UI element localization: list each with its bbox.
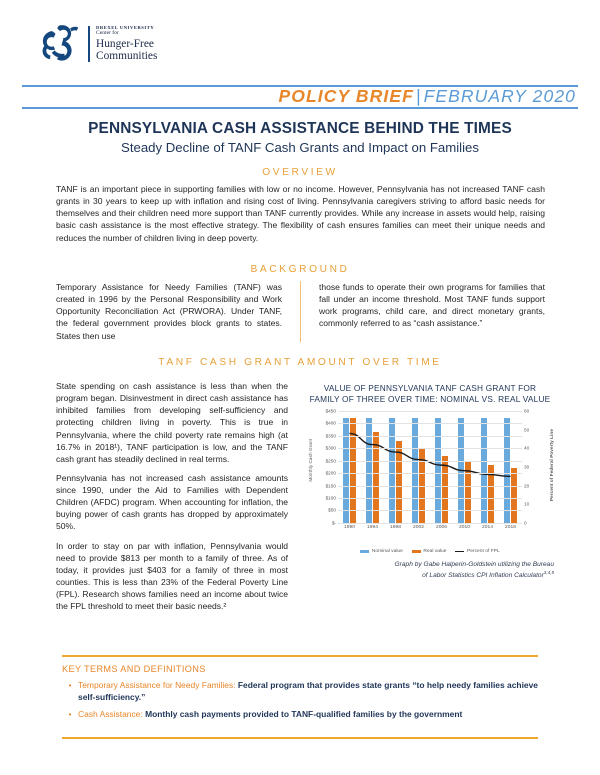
logo-university: DREXEL UNIVERSITY xyxy=(96,24,155,30)
logo-line-1: Hunger-Free xyxy=(96,37,154,50)
y-tick-label: $100 xyxy=(325,495,336,501)
chart-x-axis-ticks xyxy=(338,525,522,530)
page-title: PENNSYLVANIA CASH ASSISTANCE BEHIND THE TIMES xyxy=(88,120,512,137)
chart-legend xyxy=(306,549,554,554)
chart-plot-area xyxy=(308,408,554,543)
organization-logo xyxy=(38,22,157,66)
key-terms-heading: KEY TERMS AND DEFINITIONS xyxy=(62,664,206,674)
chart-y2-axis-ticks xyxy=(524,408,546,526)
chart-plot xyxy=(338,411,522,524)
gridline xyxy=(338,411,522,412)
grant-paragraph-2: Pennsylvania has not increased cash assistance amounts since 1990, under the Aid to Families with Dependent Children (AFDC) program. When accounting for inflation, the buying power of cash grants has dropped by approximately 50%. xyxy=(56,472,288,532)
gridline xyxy=(338,523,522,524)
section-heading-background: BACKGROUND xyxy=(250,264,350,275)
y-tick-label: $350 xyxy=(325,433,336,439)
key-term-name: Temporary Assistance for Needy Families: xyxy=(78,680,236,690)
y-tick-label: $200 xyxy=(325,470,336,476)
y-tick-label: $400 xyxy=(325,420,336,426)
overview-paragraph: TANF is an important piece in supporting families with low or no income. However, Pennsylvania has not increased TANF cash grants in 30 years to keep up with inflation and rising cost of living. Pennsylvania caregivers striving to afford basic needs for themselves and their children need more support than TANF currently provides. While any increase in assets would help, raising basic cash assistance is the most effective strategy. The flexibility of cash ensures families can meet their unique needs and reduces the number of children living in deep poverty. xyxy=(56,184,545,243)
y2-tick-label: 50 xyxy=(524,427,530,433)
grant-paragraph-1: State spending on cash assistance is less than when the program began. Disinvestment in direct cash assistance has inhibited families from developing self-sufficiency and protecting children living in poverty. This is true in Pennsylvania, where the child poverty rate remains high (at 16.7% in 2018¹), TANF participation is low, and the TANF cash grant has steadily declined in real terms. xyxy=(56,381,288,464)
drexel-dragon-icon xyxy=(38,22,84,66)
x-tick-label: 2018 xyxy=(505,524,516,530)
background-column-right: those funds to operate their own programs for families that fall under an income threshold. Most TANF funds support work programs, child care, and direct monetary grants, commonly referred to as “cash assistance.” xyxy=(319,282,545,329)
legend-item xyxy=(412,549,447,554)
y-tick-label: $- xyxy=(331,520,336,526)
gridline xyxy=(338,510,522,511)
x-tick-label: 1998 xyxy=(390,524,401,530)
y-tick-label: $250 xyxy=(325,458,336,464)
x-tick-label: 2010 xyxy=(459,524,470,530)
gridline xyxy=(338,461,522,462)
bullet-icon: • xyxy=(68,710,72,720)
chart-title-line-1: VALUE OF PENNSYLVANIA TANF CASH GRANT FOR xyxy=(323,383,537,393)
y2-tick-label: 0 xyxy=(524,520,527,526)
chart-y-axis-label: Monthly Cash Grant xyxy=(308,438,313,482)
section-heading-overview: OVERVIEW xyxy=(262,167,338,178)
gridline xyxy=(338,423,522,424)
logo-center-for: Center for xyxy=(96,30,119,37)
chart-source-note xyxy=(306,561,554,581)
page-subtitle: Steady Decline of TANF Cash Grants and Impact on Families xyxy=(121,140,479,155)
legend-label: Real value xyxy=(423,548,447,554)
section-heading-grant: TANF CASH GRANT AMOUNT OVER TIME xyxy=(158,357,442,368)
y-tick-label: $450 xyxy=(325,408,336,414)
x-tick-label: 2006 xyxy=(436,524,447,530)
key-term-definition: Monthly cash payments provided to TANF-qualified families by the government xyxy=(142,709,463,720)
key-term-item xyxy=(62,680,540,703)
gridline xyxy=(338,436,522,437)
chart-y-axis-ticks xyxy=(314,408,336,526)
grant-paragraph-3: In order to stay on par with inflation, Pennsylvania would need to provide $813 per month to a family of three. As of today, it provides just $403 for a family of three in most counties. This is less than 23% of the Federal Poverty Line (FPL). Research shows families need an income about twice the FPL threshold to meet their basic needs.² xyxy=(56,540,288,612)
key-terms-rule-top xyxy=(62,655,538,657)
x-tick-label: 1994 xyxy=(367,524,378,530)
chart-source-superscript: 3,4,5 xyxy=(543,569,554,575)
x-tick-label: 2002 xyxy=(413,524,424,530)
y2-tick-label: 30 xyxy=(524,464,530,470)
y2-tick-label: 20 xyxy=(524,483,530,489)
key-terms-rule-bottom xyxy=(62,737,538,739)
header-rule-bottom xyxy=(22,107,578,109)
legend-swatch xyxy=(360,550,369,553)
chart-title xyxy=(306,383,554,405)
chart-title-line-2: FAMILY OF THREE OVER TIME: NOMINAL VS. REAL VALUE xyxy=(309,393,551,404)
key-terms-section xyxy=(62,664,540,727)
column-divider xyxy=(300,281,301,342)
legend-swatch xyxy=(412,550,421,553)
bullet-icon: • xyxy=(68,681,72,690)
legend-swatch xyxy=(455,551,464,552)
y-tick-label: $150 xyxy=(325,483,336,489)
y2-tick-label: 10 xyxy=(524,501,530,507)
x-tick-label: 2014 xyxy=(482,524,493,530)
key-term-name: Cash Assistance: xyxy=(78,709,143,720)
gridline xyxy=(338,448,522,449)
y-tick-label: $300 xyxy=(325,445,336,451)
policy-brief-date: FEBRUARY 2020 xyxy=(423,86,576,106)
y2-tick-label: 60 xyxy=(524,408,530,414)
chart-source-line-2: of Labor Statistics CPI Inflation Calculator xyxy=(422,571,544,579)
policy-brief-banner xyxy=(279,86,576,107)
legend-item xyxy=(455,549,499,554)
x-tick-label: 1990 xyxy=(344,524,355,530)
background-columns xyxy=(56,281,545,342)
key-terms-list xyxy=(62,680,540,721)
chart-y2-axis-label: Percent of Federal Poverty Line xyxy=(549,428,554,501)
legend-label: Nominal value xyxy=(371,548,403,554)
gridline xyxy=(338,473,522,474)
y2-tick-label: 40 xyxy=(524,445,530,451)
key-term-definition: Federal program that provides state grants “to help needy families achieve self-sufficiency.” xyxy=(78,680,538,702)
gridline xyxy=(338,486,522,487)
policy-brief-label: POLICY BRIEF xyxy=(278,86,414,106)
chart-fpl-line xyxy=(338,411,522,523)
background-column-left: Temporary Assistance for Needy Families (TANF) was created in 1996 by the Personal Responsibility and Work Opportunity Reconciliation Act (PRWORA). Under TANF, the federal government provides block grants to states. States then use xyxy=(56,282,282,341)
y-tick-label: $50 xyxy=(328,507,336,513)
chart-source-line-1: Graph by Gabe Halperin-Goldstein utilizing the Bureau xyxy=(394,560,554,568)
legend-label: Percent of FPL xyxy=(466,548,500,554)
logo-line-2: Communities xyxy=(96,50,158,63)
banner-separator: | xyxy=(415,86,422,106)
key-term-item xyxy=(62,709,540,721)
gridline xyxy=(338,498,522,499)
grant-text-column xyxy=(56,380,288,619)
legend-item xyxy=(360,549,403,554)
chart-panel xyxy=(306,383,554,581)
